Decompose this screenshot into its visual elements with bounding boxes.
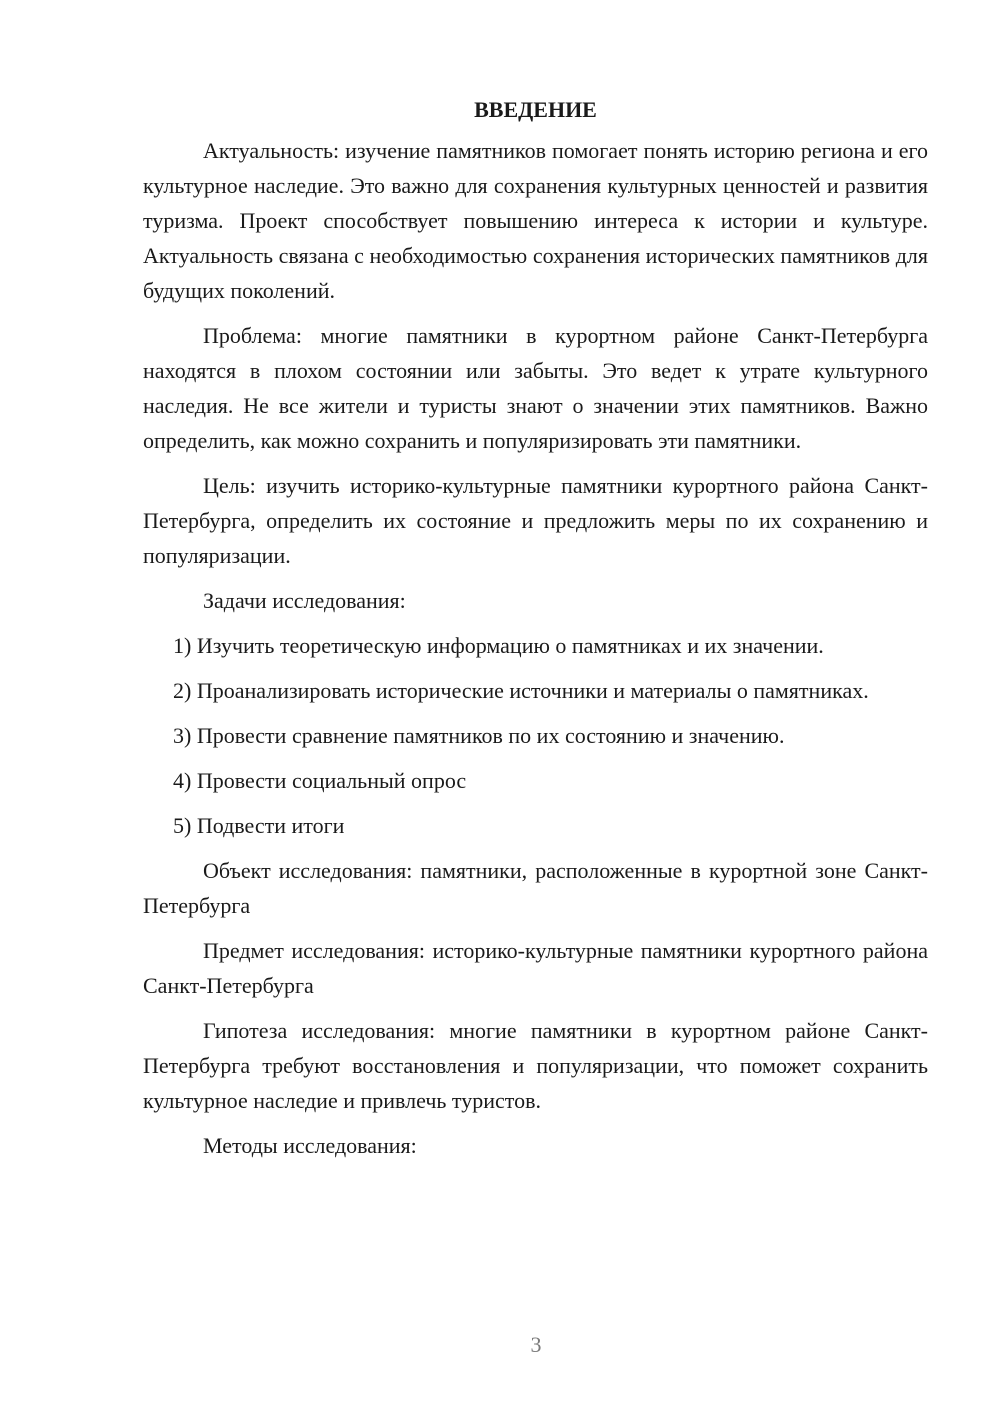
list-item-task-3: 3) Провести сравнение памятников по их состоянию и значению. <box>173 723 785 748</box>
paragraph-hypothesis: Гипотеза исследования: многие памятники в курортном районе Санкт-Петербурга требуют восстановления и популяризации, что поможет сохранить культурное наследие и привлечь туристов. <box>143 1018 928 1113</box>
paragraph-problem: Проблема: многие памятники в курортном районе Санкт-Петербурга находятся в плохом состоянии или забыты. Это ведет к утрате культурного наследия. Не все жители и туристы знают о значении этих памятников. Важно определить, как можно сохранить и популяризировать эти памятники. <box>143 323 928 453</box>
list-item-task-1: 1) Изучить теоретическую информацию о памятниках и их значении. <box>173 633 824 658</box>
section-title: ВВЕДЕНИЕ <box>474 97 597 122</box>
page-number: 3 <box>530 1332 542 1357</box>
list-item-task-5: 5) Подвести итоги <box>173 813 345 838</box>
paragraph-subject: Предмет исследования: историко-культурные памятники курортного района Санкт-Петербурга <box>143 938 928 998</box>
paragraph-tasks-heading: Задачи исследования: <box>203 588 406 613</box>
paragraph-relevance: Актуальность: изучение памятников помогает понять историю региона и его культурное наследие. Это важно для сохранения культурных ценностей и развития туризма. Проект способствует повышению интереса к истории и культуре. Актуальность связана с необходимостью сохранения исторических памятников для будущих поколений. <box>143 138 928 303</box>
paragraph-object: Объект исследования: памятники, расположенные в курортной зоне Санкт-Петербурга <box>143 858 928 918</box>
list-item-task-2: 2) Проанализировать исторические источники и материалы о памятниках. <box>173 678 869 703</box>
page-content <box>143 92 928 1163</box>
paragraph-goal: Цель: изучить историко-культурные памятники курортного района Санкт-Петербурга, определить их состояние и предложить меры по их сохранению и популяризации. <box>143 473 928 568</box>
paragraph-methods-heading: Методы исследования: <box>203 1133 417 1158</box>
list-item-task-4: 4) Провести социальный опрос <box>173 768 467 793</box>
